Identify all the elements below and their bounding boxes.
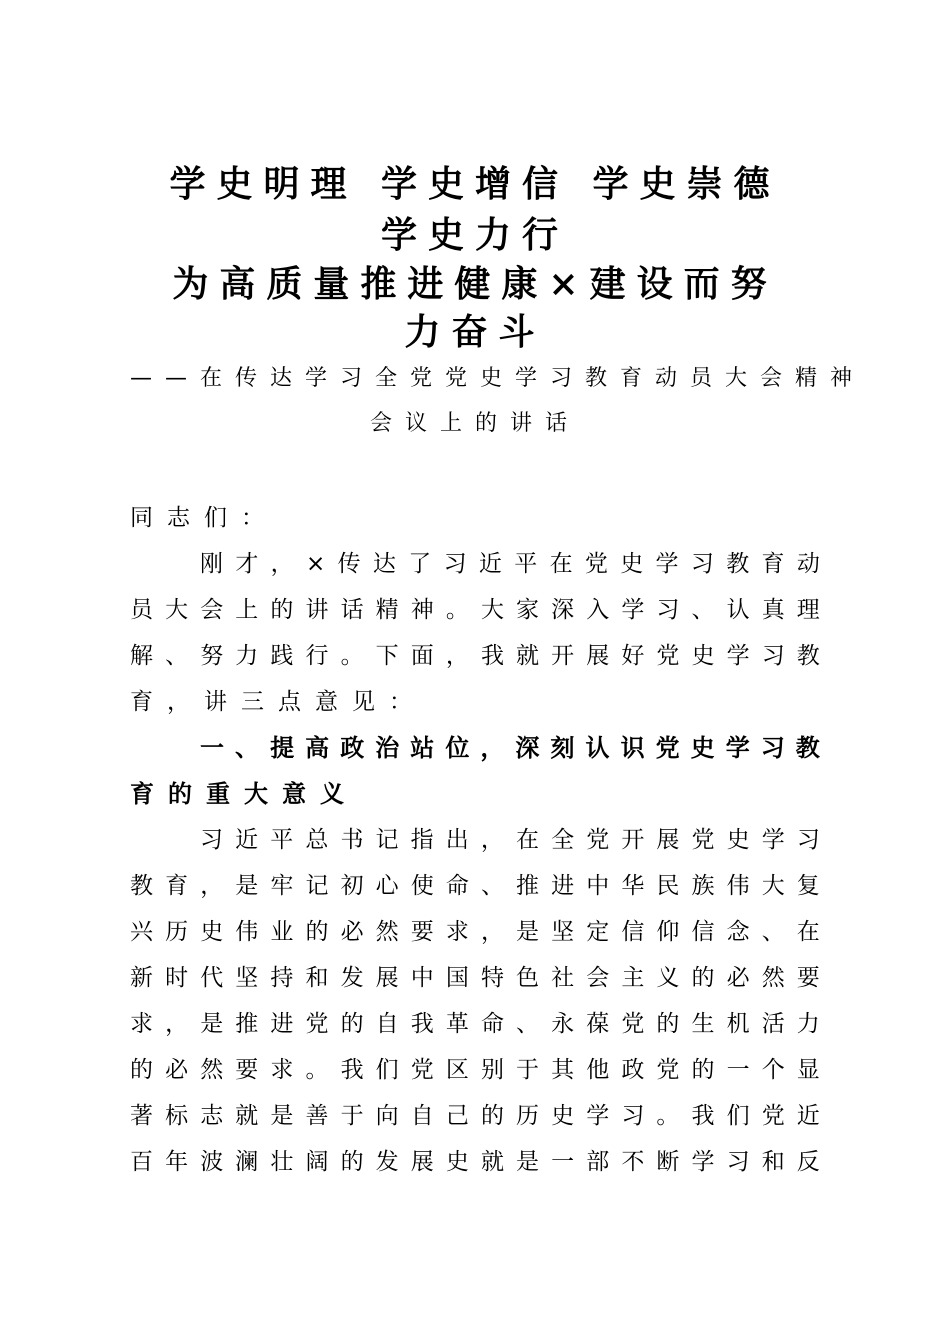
paragraph-line: 员 大 会 上 的 讲 话 精 神 。 大 家 深 入 学 习 、 认 真 理 xyxy=(130,597,820,623)
title-line-2: 学史力行 xyxy=(380,214,569,256)
paragraph-line: 刚 才 ， × 传 达 了 习 近 平 在 党 史 学 习 教 育 动 xyxy=(200,551,820,577)
paragraph-line: 兴 历 史 伟 业 的 必 然 要 求 ， 是 坚 定 信 仰 信 念 、 在 xyxy=(130,919,820,945)
paragraph-line: 习 近 平 总 书 记 指 出 ， 在 全 党 开 展 党 史 学 习 xyxy=(200,827,820,853)
paragraph-line: 的 必 然 要 求 。 我 们 党 区 别 于 其 他 政 党 的 一 个 显 xyxy=(130,1057,820,1083)
paragraph-line: 育，讲三点意见： xyxy=(130,689,426,715)
paragraph-line: 解 、 努 力 践 行 。 下 面 ， 我 就 开 展 好 党 史 学 习 教 xyxy=(130,643,820,669)
subtitle-line-2: 会议上的讲话 xyxy=(369,411,580,436)
subtitle-line-1: ——在传达学习全党党史学习教育动员大会精神 xyxy=(130,366,866,391)
section-heading-line: 一 、 提 高 政 治 站 位 ， 深 刻 认 识 党 史 学 习 教 xyxy=(200,734,820,762)
paragraph-line: 求 ， 是 推 进 党 的 自 我 革 命 、 永 葆 党 的 生 机 活 力 xyxy=(130,1011,820,1037)
paragraph-line: 教 育 ， 是 牢 记 初 心 使 命 、 推 进 中 华 民 族 伟 大 复 xyxy=(130,873,820,899)
title-line-1: 学史明理 学史增信 学史崇德 xyxy=(169,163,781,205)
paragraph-line: 百 年 波 澜 壮 阔 的 发 展 史 就 是 一 部 不 断 学 习 和 反 xyxy=(130,1149,820,1175)
paragraph-line: 著 标 志 就 是 善 于 向 自 己 的 历 史 学 习 。 我 们 党 近 xyxy=(130,1103,820,1129)
title-line-3: 为高质量推进健康×建设而努 xyxy=(172,263,778,305)
paragraph-line: 新 时 代 坚 持 和 发 展 中 国 特 色 社 会 主 义 的 必 然 要 xyxy=(130,965,820,991)
section-heading-line: 育的重大意义 xyxy=(130,780,358,808)
salutation: 同志们： xyxy=(130,505,278,531)
title-line-4: 力奋斗 xyxy=(404,311,546,353)
